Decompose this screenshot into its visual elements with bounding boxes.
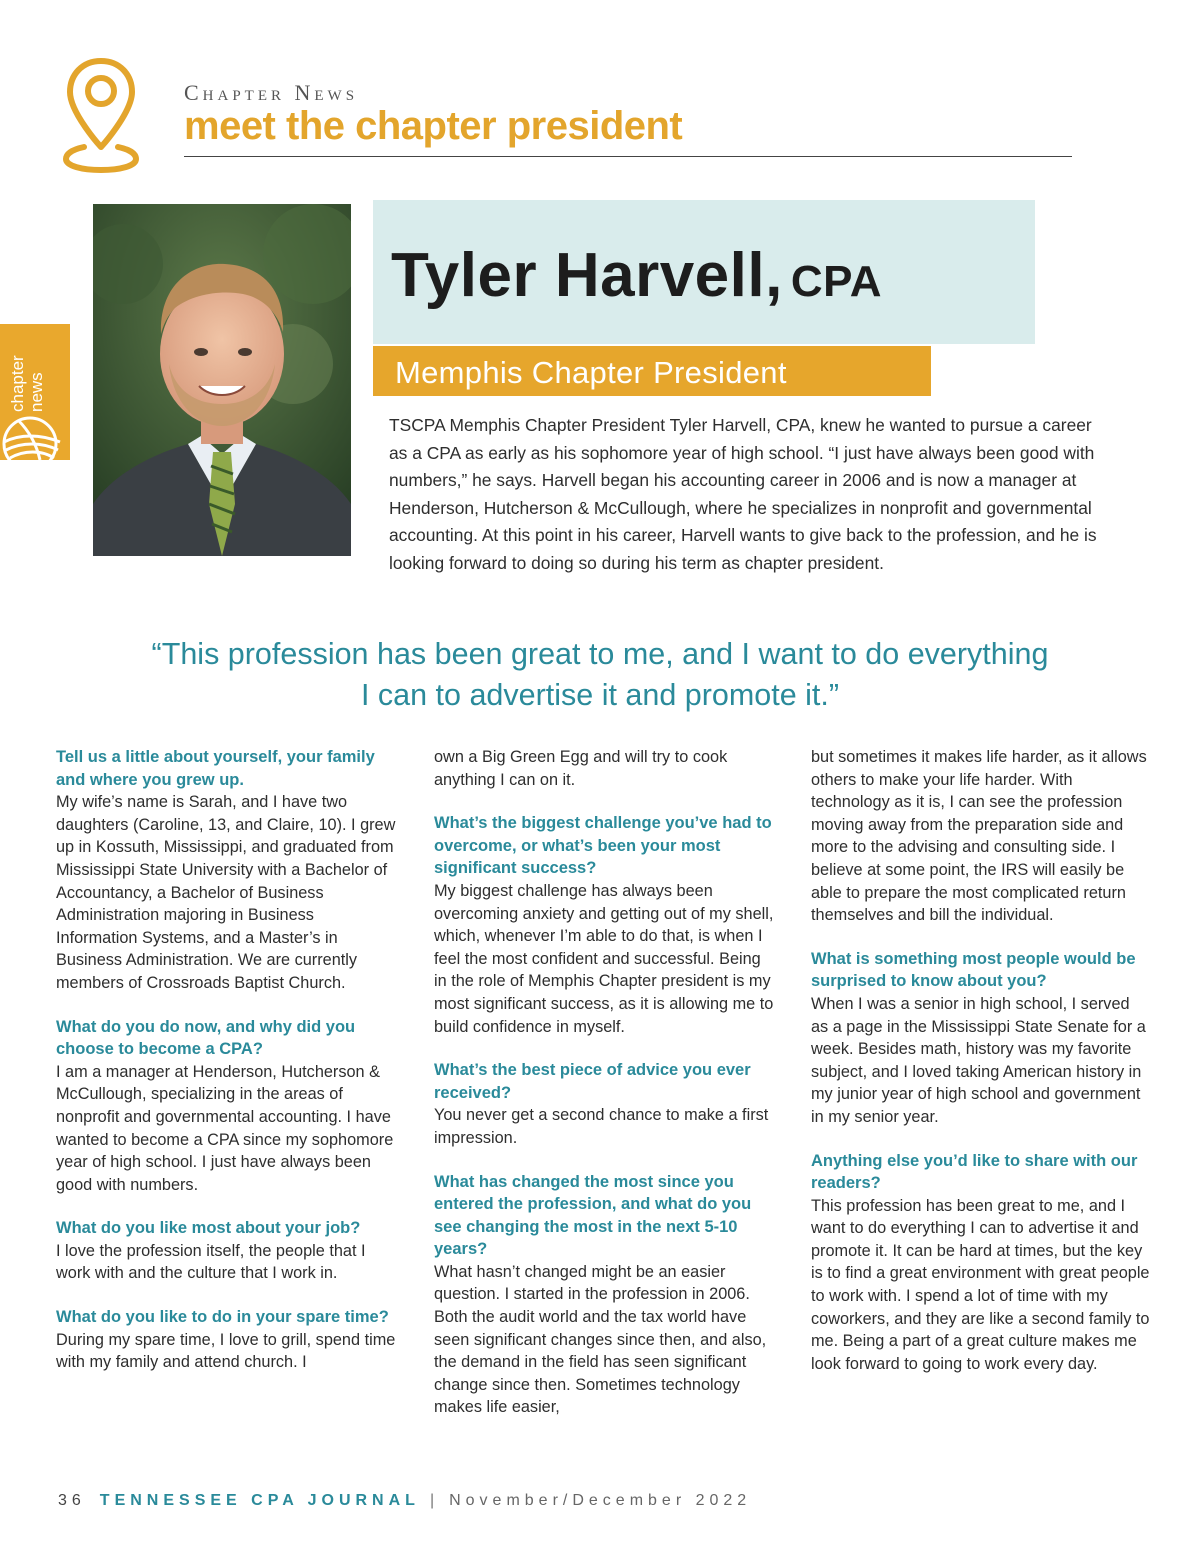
intro-paragraph: TSCPA Memphis Chapter President Tyler Harvell, CPA, knew he wanted to pursue a career as a CPA as early as his sophomore year of high school. “I just have always been good with numbers,” he says. Harvell began his accounting career in 2006 and is now a manager at Henderson, Hutcherson & McCullough, where he specializes in nonprofit and governmental accounting. At this point in his career, Harvell wants to give back to the profession, and he is looking forward to doing so during his term as chapter president. — [389, 415, 1097, 573]
section-title: meet the chapter president — [184, 104, 683, 148]
page-number: 36 — [58, 1492, 86, 1509]
location-pin-icon — [62, 55, 140, 173]
answer-continuation: but sometimes it makes life harder, as it allows others to make your life harder. With technology as it is, I can see the profession moving away from the preparation side and more to the advising and consulting side. I believe at some point, the IRS will easily be able to prepare the most complicated return themselves and bill the individual. — [811, 748, 1147, 925]
answer: When I was a senior in high school, I served as a page in the Mississippi State Senate for a week. Besides math, history was my favorite subject, and I loved taking American history in my junior year of high school and government in my senior year. — [811, 994, 1146, 1126]
president-portrait-photo — [93, 204, 351, 556]
person-credential: CPA — [790, 257, 882, 306]
journal-name: TENNESSEE CPA JOURNAL — [99, 1492, 420, 1509]
interview-column-1 — [56, 746, 396, 1395]
pull-quote: “This profession has been great to me, and I want to do everything I can to advertise it and promote it.” — [151, 637, 1049, 712]
question: What is something most people would be surprised to know about you? — [811, 949, 1136, 991]
answer: I am a manager at Henderson, Hutcherson & McCullough, specializing in the areas of nonprofit and governmental accounting. I have wanted to become a CPA since my sophomore year of high school. I just have always been good with numbers. — [56, 1062, 394, 1194]
answer: You never get a second chance to make a first impression. — [434, 1106, 769, 1147]
side-tab-label — [8, 332, 54, 412]
question: What do you like most about your job? — [56, 1219, 361, 1238]
question: Anything else you’d like to share with our readers? — [811, 1151, 1138, 1193]
answer: This profession has been great to me, and I want to do everything I can to advertise it and promote it. It can be hard at times, but the key is to find a great environment with great people to work with. I spend a lot of time with my coworkers, and they are like a second family to me. Being a part of a great culture makes me look forward to going to work every day. — [811, 1196, 1150, 1373]
person-role: Memphis Chapter President — [395, 355, 787, 390]
footer-separator: | — [429, 1492, 440, 1509]
header-divider — [184, 156, 1072, 157]
tscpa-logo-icon — [0, 412, 70, 460]
question: What do you do now, and why did you choose to become a CPA? — [56, 1017, 356, 1059]
person-name: Tyler Harvell, — [391, 241, 783, 310]
page-footer — [58, 1492, 751, 1510]
question: What’s the biggest challenge you’ve had to overcome, or what’s been your most significant success? — [434, 814, 772, 878]
question: What has changed the most since you entered the profession, and what do you see changing the most in the next 5-10 years? — [434, 1172, 752, 1259]
question: What do you like to do in your spare time? — [56, 1308, 389, 1327]
question: What’s the best piece of advice you ever received? — [434, 1061, 751, 1102]
answer: My wife’s name is Sarah, and I have two daughters (Caroline, 13, and Claire, 10). I grew up in Kossuth, Mississippi, and graduated from Mississippi State University with a Bachelor of Accountancy, a Bachelor of Business Administration majoring in Business Information Systems, and a Master’s in Business Administration. We are currently members of Crossroads Baptist Church. — [56, 793, 396, 992]
answer: My biggest challenge has always been overcoming anxiety and getting out of my shell, which, whenever I’m able to do that, is when I feel the most confident and successful. Being in the role of Memphis Chapter president is my most significant success, as it is allowing me to build confidence in myself. — [434, 881, 774, 1036]
answer: What hasn’t changed might be an easier question. I started in the profession in 2006. Both the audit world and the tax world have seen significant changes since then, and also, the demand in the field has seen significant change since then. Sometimes technology makes life easier, — [434, 1262, 767, 1417]
interview-column-3 — [811, 746, 1151, 1396]
issue-date: November/December 2022 — [449, 1492, 752, 1509]
role-banner — [373, 346, 931, 396]
answer-continuation: own a Big Green Egg and will try to cook anything I can on it. — [434, 748, 728, 789]
answer: During my spare time, I love to grill, spend time with my family and attend church. I — [56, 1330, 396, 1372]
side-tab-line2: news — [27, 372, 46, 412]
answer: I love the profession itself, the people that I work with and the culture that I work in. — [56, 1241, 366, 1283]
section-label: Chapter News — [184, 80, 359, 105]
interview-column-2 — [434, 746, 774, 1440]
side-tab — [0, 324, 70, 460]
question: Tell us a little about yourself, your family and where you grew up. — [56, 748, 375, 789]
name-banner — [373, 200, 1035, 344]
side-tab-line1: chapter — [8, 355, 27, 412]
person-name-heading — [391, 240, 882, 311]
